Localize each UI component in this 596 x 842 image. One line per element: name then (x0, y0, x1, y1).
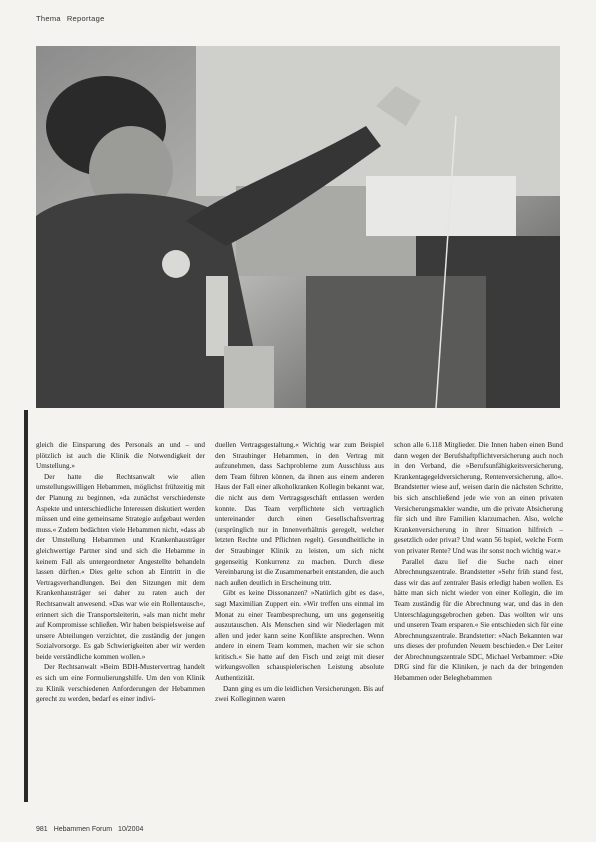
paragraph: Dann ging es um die leidlichen Versicherungen. Bis auf zwei Kolleginnen waren (215, 684, 384, 704)
photo-illustration (36, 46, 560, 408)
page-footer (36, 826, 149, 833)
paragraph: Der Rechtsanwalt »Beim BDH-Mustervertrag handelt es sich um eine Formulierungshilfe. Um den von Klinik zu Klinik verschiedenen Anforderungen der Hebammen gerecht zu werden, bedarf es einer indivi- (36, 663, 205, 704)
subsection-label: Reportage (66, 14, 105, 23)
text-column-3 (394, 440, 563, 810)
journal-name: Hebammen Forum (53, 826, 113, 833)
running-header (36, 14, 105, 23)
text-column-2 (215, 440, 384, 810)
section-label: Thema (36, 14, 61, 23)
paragraph: schon alle 6.118 Mitglieder. Die Innen haben einen Bund dann wegen der Berufshaftpflichtversicherung auch noch in den Verband, die »Berufsunfähigkeitsversicherung, Krankentagegeldversicherung, Rentenversicherung, allo«. Brandstetter wiese auf, weisen darin die nächsten Schritte, bis sich anschließend jede wie von an einen privaten Versicherungsmakler wandte, um die private Absicherung für sich und ihre Familien klarzumachen. Also, welche Krankenversicherung in ihrer Situation hilfreich – gesetzlich oder privat? Und wann 56 bspiel, welche Form von privater Rente? Und was ihr sonst noch wichtig war.» (394, 441, 563, 555)
page-number: 981 (36, 826, 48, 833)
paragraph: Parallel dazu lief die Suche nach einer Abrechnungszentrale. Brandstetter »Sehr früh stand fest, dass wir das auf zentraler Basis erledigt haben wollen. Es hätte man sich nicht wieder von einer Kollegin, die im Team zuständig für die Abrechnung war, und das in den Unterschlagungsgebrochen geben. Das wollten wir uns und unseren Team ersparen.« Sie entschieden sich für eine Abrechnungszentrale. Brandstetter: »Nach Bekannten war uns dieses der profunden Neuem beschieden.« Der Leiter der Abrechnungszentrale SDC, Michael Verbammer: »Die DRG sind für die Kliniken, je nach da der bringenden Hebammen oder Beleghebammen (394, 557, 563, 683)
issue-number: 10/2004 (118, 826, 144, 833)
paragraph: gleich die Einsparung des Personals an und – und plötzlich ist auch die Klinik die Notwendigkeit der Umstellung.» (36, 441, 205, 471)
paragraph: Der hatte die Rechtsanwalt wie allen umstellungswilligen Hebammen, möglichst frühzeitig mit der Planung zu beginnen, »da zunächst verschiedenste Aspekte und unterschiedliche Interessen diskutiert werden müssen und eine gemeinsame Strategie aufgebaut werden muss.« Zudem bedächten viele Hebammen nicht, »dass ab der Umstellung Hebammen und Krankenhausträger gleichwertige Partner sind und sich die Hebamme in keinem Fall als untergeordneter Angestellte behandeln lassen dürften.« Dies gelte schon ab Eintritt in die Vertragsverhandlungen. Bei den Sitzungen mit dem Krankenhausträger sei daher zu raten auch der Rechtsanwalt anwesend. »Das war wie ein Rollentausch«, erinnert sich die Transportsleiterin, »als man nicht mehr auf Kompromisse schließen. Wir haben beispielsweise auf unsere Abteilungen verzichtet, die zuständig der jungen Sozialvorsorge. Es gab Schwierigkeiten aber wir werden beide verständliche kommen wollen.» (36, 472, 205, 661)
article-photo (36, 46, 560, 408)
page-edge-rule (24, 410, 28, 802)
article-body (36, 440, 564, 810)
paragraph: Gibt es keine Dissonanzen? »Natürlich gibt es das«, sagt Maximilian Zuppert ein. »Wir treffen uns einmal im Monat zu einer Teambesprechung, um uns gegenseitig auszutauschen. Als Menschen sind wir Niederlagen mit allen und jeder kann seine Konflikte ansprechen. Wenn andere in einem Team kommen, machen wir sie schon kritisch.« Sie hatte auf den Fisch und zeigt mit dieser wirkungsvollen schauspielerischen Leistung absolute Authentizität. (215, 589, 384, 683)
paragraph: duellen Vertragsgestaltung.« Wichtig war zum Beispiel den Straubinger Hebammen, in den Vertrag mit aufzunehmen, dass Sachprobleme zum Ausschluss aus dem Team führen können, da ihnen aus einem anderen Haus der Fall einer alkoholkranken Kollegin bekannt war, die nicht aus dem Vertragsgeschäft entlassen werden konnte. Das Team verpflichtete sich vertraglich untereinander durch einen Gesellschaftsvertrag (ursprünglich nur in Innenverhältnis geregelt, welcher letzten Rechte und Pflichten regelt). Gesundheitliche in der Straubinger Klinik zu leisten, um sich nicht gegenseitig Konkurrenz zu machen. Durch diese Vereinbarung ist die Zusammenarbeit entstanden, die auch nach außen deutlich in Erscheinung tritt. (215, 441, 384, 587)
text-column-1 (36, 440, 205, 810)
